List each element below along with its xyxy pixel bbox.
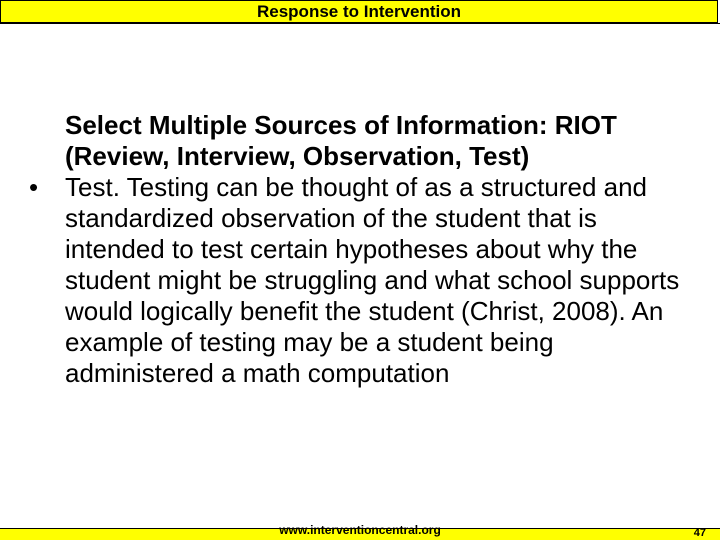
bullet-marker: • (29, 172, 39, 202)
header-bar (0, 0, 718, 23)
header-divider (0, 23, 720, 24)
slide-content (0, 110, 720, 389)
header-title: Response to Intervention (256, 2, 462, 21)
page-number: 47 (693, 527, 706, 539)
bullet-item-test (0, 172, 685, 389)
footer-url: www.interventioncentral.org (279, 523, 441, 537)
bullet-lead: Test (65, 172, 113, 202)
slide-heading: Select Multiple Sources of Information: RIOT (Review, Interview, Observation, Test) (65, 110, 617, 171)
bullet-text: . Testing can be thought of as a structured and standardized observation of the student that is intended to test certain hypotheses about why the student might be struggling and what school supports would logically benefit the student (Christ, 2008). An example of testing may be a student being administered a math computation (65, 172, 680, 388)
